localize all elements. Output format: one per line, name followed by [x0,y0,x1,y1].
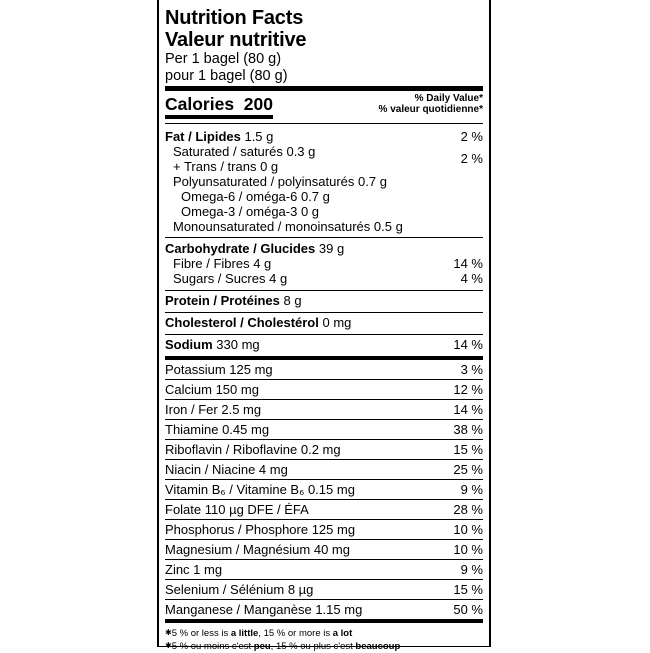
daily-value-header-french: % valeur quotidienne* [378,104,483,115]
nutrient-label: Riboflavin / Riboflavine 0.2 mg [165,442,341,457]
poly-label: Polyunsaturated / polyinsaturés [173,174,355,189]
calories-underline [165,115,273,119]
protein-label: Protein / Protéines [165,293,280,308]
sodium-dv: 14 % [453,337,483,352]
footnote-french [165,640,483,653]
footnote-text: , 15 % ou plus c'est [270,641,356,652]
nutrient-dv: 28 % [453,502,483,517]
asterisk-icon: ✱ [165,628,172,637]
omega6-row [165,189,483,204]
nutrient-label: Selenium / Sélénium 8 µg [165,582,314,597]
sodium-row [165,335,483,354]
fat-amount: 1.5 g [244,129,274,144]
nutrient-label: Calcium 150 mg [165,382,259,397]
omega6-amount: 0.7 g [300,189,330,204]
footnote-text: , 15 % or more is [258,628,333,639]
nutrient-row [165,580,483,600]
saturated-row [165,144,483,159]
fibre-row [165,256,483,271]
cholesterol-label: Cholesterol / Cholestérol [165,315,319,330]
cholesterol-row [165,313,483,332]
nutrient-row [165,500,483,520]
fibre-amount: 4 g [253,256,272,271]
saturated-amount: 0.3 g [286,144,316,159]
sugars-row [165,271,483,286]
saturated-label: Saturated / saturés [173,144,283,159]
trans-label: + Trans / trans [173,159,257,174]
nutrient-row [165,460,483,480]
footnote-bold: beaucoup [355,641,401,652]
omega3-row [165,204,483,219]
footnote-bold: a lot [332,628,353,639]
nutrient-row [165,380,483,400]
mono-label: Monounsaturated / monoinsaturés [173,219,371,234]
fat-row [165,129,483,144]
nutrient-row [165,520,483,540]
calories-row [165,91,483,119]
carbohydrate-row [165,241,483,256]
serving-size-english: Per 1 bagel (80 g) [165,51,282,67]
nutrient-dv: 15 % [453,582,483,597]
protein-amount: 8 g [283,293,302,308]
calories-value: 200 [243,94,273,114]
nutrient-dv: 10 % [453,522,483,537]
cholesterol-amount: 0 mg [322,315,352,330]
nutrient-label: Zinc 1 mg [165,562,223,577]
polyunsaturated-row [165,174,483,189]
nutrient-row [165,400,483,420]
nutrient-row [165,560,483,580]
nutrient-row [165,540,483,560]
nutrient-dv: 14 % [453,402,483,417]
nutrition-facts-table [157,0,491,652]
sat-trans-dv: 2 % [460,151,483,166]
nutrient-row [165,440,483,460]
daily-value-header [379,93,483,115]
footnote-english [165,627,483,640]
nutrient-dv: 9 % [460,562,483,577]
nutrient-dv: 38 % [453,422,483,437]
serving-size-french: pour 1 bagel (80 g) [165,68,288,84]
nutrient-dv: 15 % [453,442,483,457]
fibre-label: Fibre / Fibres [173,256,250,271]
nutrient-label: Magnesium / Magnésium 40 mg [165,542,350,557]
vitamins-minerals-list [165,360,483,623]
nutrient-dv: 25 % [453,462,483,477]
calories-label: Calories [165,94,235,114]
sugars-dv: 4 % [460,271,483,286]
nutrient-label: Thiamine 0.45 mg [165,422,270,437]
nutrient-dv: 12 % [453,382,483,397]
footnote-text: 5 % or less is [171,628,231,639]
nutrient-row [165,420,483,440]
calories-text [165,94,273,115]
sugars-label: Sugars / Sucres [173,271,266,286]
nutrient-label: Folate 110 µg DFE / ÉFA [165,502,309,517]
sodium-amount: 330 mg [216,337,260,352]
nutrient-dv: 9 % [460,482,483,497]
sugars-amount: 4 g [269,271,288,286]
carb-amount: 39 g [318,241,345,256]
footnote [165,627,483,653]
title-french: Valeur nutritive [165,29,307,51]
mono-amount: 0.5 g [373,219,403,234]
nutrient-label: Manganese / Manganèse 1.15 mg [165,602,363,617]
protein-row [165,291,483,310]
poly-amount: 0.7 g [358,174,387,189]
trans-amount: 0 g [260,159,279,174]
omega3-amount: 0 g [300,204,320,219]
nutrient-label: Phosphorus / Phosphore 125 mg [165,522,356,537]
fibre-dv: 14 % [453,256,483,271]
nutrient-label: Potassium 125 mg [165,362,273,377]
nutrient-label: Niacin / Niacine 4 mg [165,462,288,477]
nutrient-row [165,600,483,623]
fat-dv: 2 % [460,129,483,144]
asterisk-icon: ✱ [165,641,172,650]
nutrient-dv: 50 % [453,602,483,617]
nutrient-label: Vitamin B₆ / Vitamine B₆ 0.15 mg [165,482,355,497]
nutrient-label: Iron / Fer 2.5 mg [165,402,262,417]
omega6-label: Omega-6 / oméga-6 [181,189,298,204]
sodium-label: Sodium [165,337,213,352]
footnote-text: 5 % ou moins c'est [171,641,254,652]
nutrient-row [165,480,483,500]
daily-value-header-english: % Daily Value* [414,93,483,104]
nutrient-dv: 10 % [453,542,483,557]
omega3-label: Omega-3 / oméga-3 [181,204,298,219]
footnote-bold: a little [230,628,259,639]
carb-label: Carbohydrate / Glucides [165,241,316,256]
footnote-bold: peu [253,641,271,652]
title-english: Nutrition Facts [165,7,304,29]
monounsaturated-row [165,219,483,234]
nutrient-dv: 3 % [460,362,483,377]
fat-label: Fat / Lipides [165,129,241,144]
nutrient-row [165,360,483,380]
